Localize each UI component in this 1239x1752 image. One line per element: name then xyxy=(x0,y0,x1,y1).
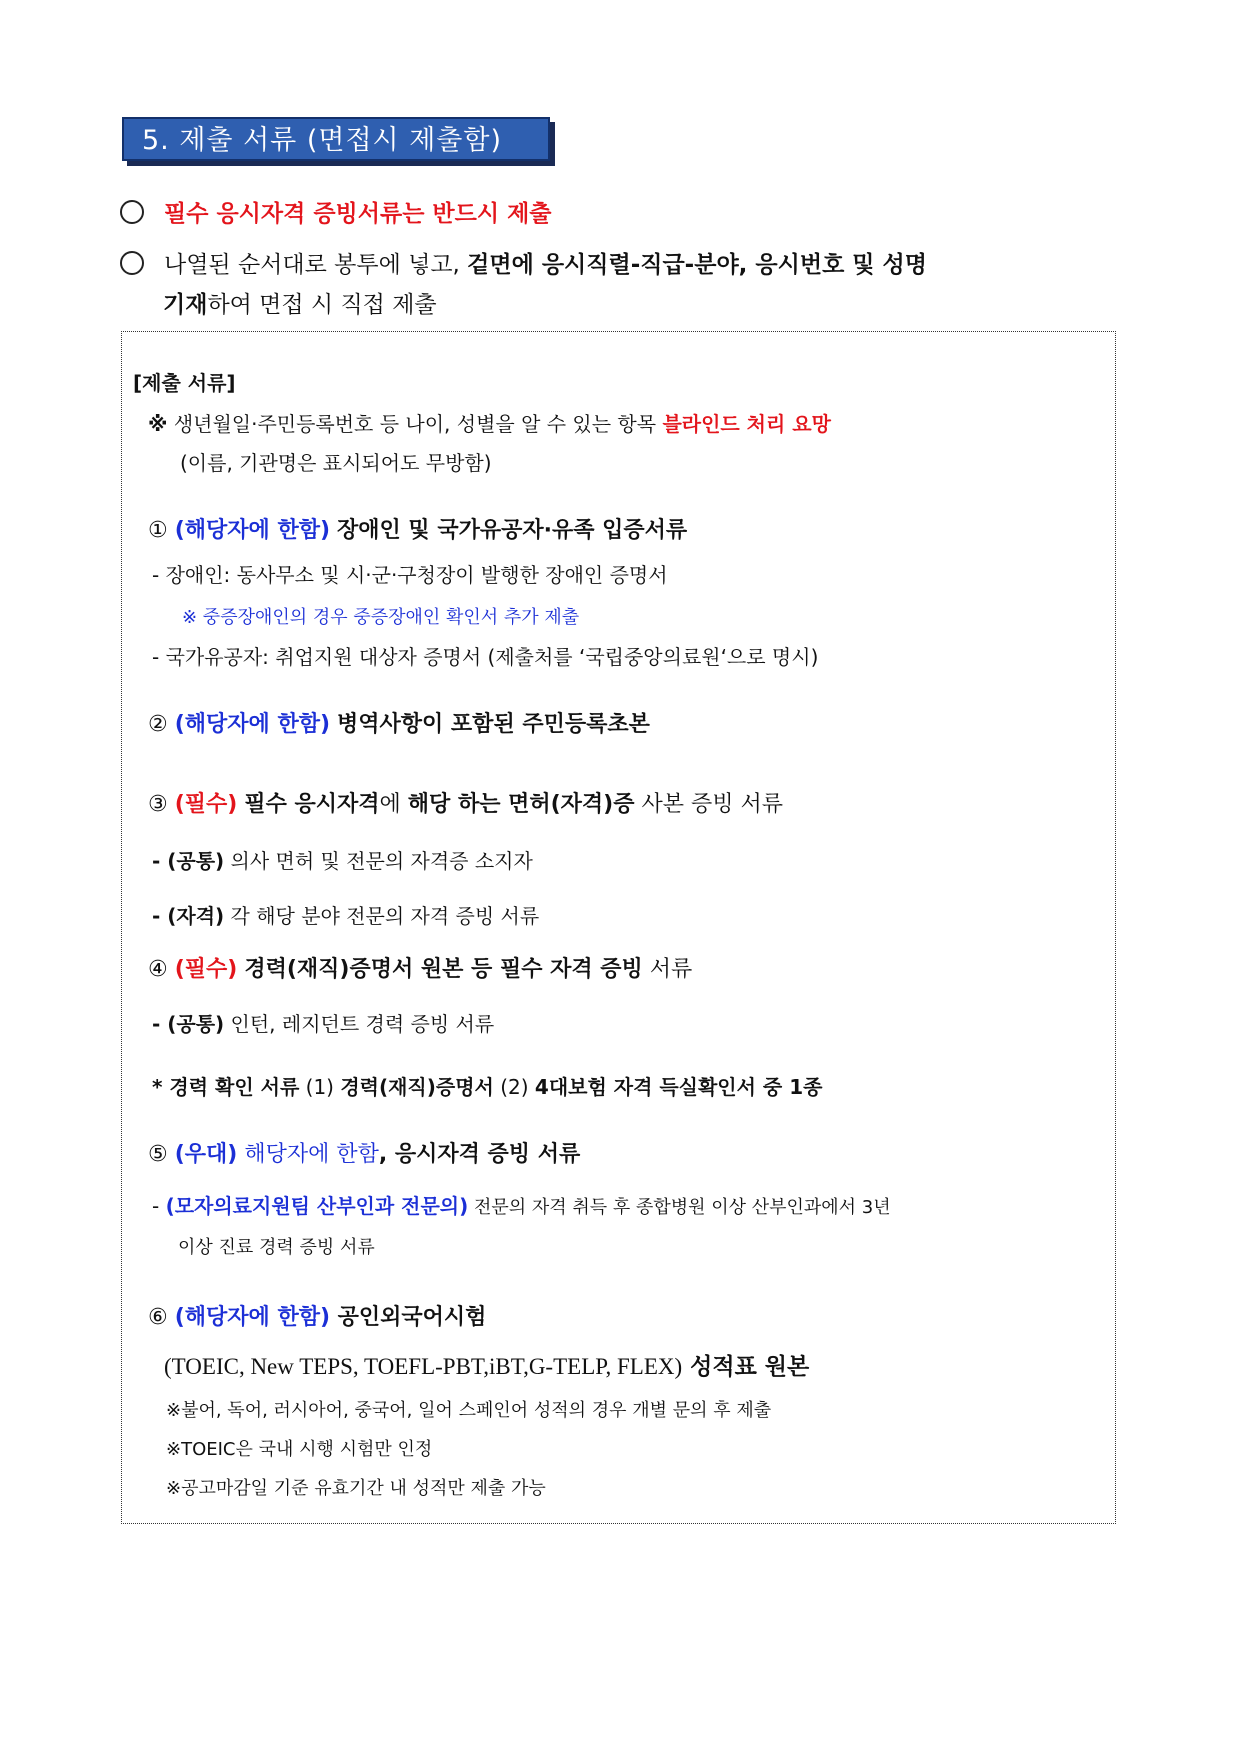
item-4-tag: (필수) xyxy=(174,957,238,982)
item-3-tag: (필수) xyxy=(174,792,238,817)
blind-note-text: 생년월일·주민등록번호 등 나이, 성별을 알 수 있는 항목 xyxy=(173,412,663,436)
item-6-title xyxy=(148,1300,486,1331)
item-6-tests xyxy=(164,1348,809,1381)
item-6-heading: 공인외국어시험 xyxy=(330,1305,487,1330)
career-proof-opt2: 4대보험 자격 득실확인서 중 1종 xyxy=(534,1075,823,1099)
item-5-obgyn-line2: 이상 진료 경력 증빙 서류 xyxy=(178,1237,375,1258)
item-1-disabled: - 장애인: 동사무소 및 시·군·구청장이 발행한 장애인 증명서 xyxy=(152,563,668,587)
item-6-test-list: (TOEIC, New TEPS, TOEFL-PBT,iBT,G-TELP, FLEX) xyxy=(164,1354,683,1379)
career-proof-n1: (1) xyxy=(299,1075,341,1099)
item-3-common xyxy=(152,845,533,874)
item-4-heading-bold: 경력(재직)증명서 원본 등 필수 자격 증빙 xyxy=(244,957,643,982)
blind-note-sub: (이름, 기관명은 표시되어도 무방함) xyxy=(180,451,492,475)
item-3-heading-bold-1: 필수 응시자격 xyxy=(244,792,380,817)
item-4-title xyxy=(148,952,692,983)
item-6-number: ⑥ xyxy=(148,1305,168,1330)
required-notice: 필수 응시자격 증빙서류는 반드시 제출 xyxy=(164,201,552,227)
item-5-dash: - xyxy=(152,1194,166,1218)
circle-bullet-icon xyxy=(120,200,144,224)
item-6-note-1: ※불어, 독어, 러시아어, 중국어, 일어 스페인어 성적의 경우 개별 문의 후 제출 xyxy=(166,1400,772,1421)
item-1-veteran: - 국가유공자: 취업지원 대상자 증명서 (제출처를 ‘국립중앙의료원‘으로 명시) xyxy=(152,645,819,669)
circle-bullet-icon xyxy=(120,251,144,275)
item-5-tag-2: 해당자에 한함 xyxy=(237,1142,379,1167)
box-heading: [제출 서류] xyxy=(133,371,236,395)
note-mark: ※ xyxy=(148,412,168,436)
item-3-number: ③ xyxy=(148,792,168,817)
bullet-envelope-line2 xyxy=(163,287,437,323)
career-proof-n2: (2) xyxy=(493,1075,535,1099)
envelope-text-bold: 겉면에 응시직렬-직급-분야, 응시번호 및 성명 xyxy=(467,252,927,278)
documents-box xyxy=(121,331,1116,1524)
item-5-number: ⑤ xyxy=(148,1142,168,1167)
item-4-common-label: - (공통) xyxy=(152,1012,225,1036)
item-5-heading: , 응시자격 증빙 서류 xyxy=(378,1142,581,1167)
item-3-heading-1: 에 xyxy=(379,792,408,817)
item-4-career-proof xyxy=(152,1071,822,1100)
item-6-tag: (해당자에 한함) xyxy=(174,1305,331,1330)
item-2-tag: (해당자에 한함) xyxy=(174,712,331,737)
item-6-score-report: 성적표 원본 xyxy=(682,1354,810,1380)
item-1-number: ① xyxy=(148,518,168,543)
item-2-heading: 병역사항이 포함된 주민등록초본 xyxy=(337,712,650,737)
envelope-text: 나열된 순서대로 봉투에 넣고, xyxy=(164,252,468,278)
item-3-qualification-label: - (자격) xyxy=(152,904,225,928)
blind-note-highlight: 블라인드 처리 요망 xyxy=(662,412,831,436)
item-1-tag: (해당자에 한함) xyxy=(174,518,331,543)
bullet-required xyxy=(120,196,552,232)
item-2-number: ② xyxy=(148,712,168,737)
item-6-note-2: ※TOEIC은 국내 시행 시험만 인정 xyxy=(166,1439,433,1460)
item-3-qualification xyxy=(152,900,539,929)
item-5-obgyn-text: 전문의 자격 취득 후 종합병원 이상 산부인과에서 3년 xyxy=(468,1197,891,1218)
item-4-common-text: 인턴, 레지던트 경력 증빙 서류 xyxy=(224,1012,495,1036)
item-3-title xyxy=(148,787,783,818)
item-5-tag: (우대) xyxy=(174,1142,238,1167)
item-3-common-text: 의사 면허 및 전문의 자격증 소지자 xyxy=(224,849,533,873)
item-3-heading-bold-2: 해당 하는 면허(자격)증 xyxy=(407,792,635,817)
item-4-heading: 서류 xyxy=(642,957,693,982)
item-5-obgyn xyxy=(152,1190,891,1219)
envelope-line2-bold: 기재 xyxy=(163,292,208,318)
item-1-heading: 장애인 및 국가유공자·유족 입증서류 xyxy=(337,518,688,543)
item-3-qualification-text: 각 해당 분야 전문의 자격 증빙 서류 xyxy=(224,904,540,928)
item-4-common xyxy=(152,1008,494,1037)
career-proof-opt1: 경력(재직)증명서 xyxy=(340,1075,494,1099)
item-1-disabled-note: ※ 중증장애인의 경우 중증장애인 확인서 추가 제출 xyxy=(182,607,580,628)
envelope-line2-text: 하여 면접 시 직접 제출 xyxy=(207,292,437,318)
section-title: 5. 제출 서류 (면접시 제출함) xyxy=(122,117,550,161)
item-2-title xyxy=(148,707,650,738)
item-5-obgyn-label: (모자의료지원팀 산부인과 전문의) xyxy=(165,1194,469,1218)
item-3-common-label: - (공통) xyxy=(152,849,225,873)
item-3-heading-2: 사본 증빙 서류 xyxy=(634,792,783,817)
item-1-title xyxy=(148,513,687,544)
item-6-note-3: ※공고마감일 기준 유효기간 내 성적만 제출 가능 xyxy=(166,1478,546,1499)
blind-note xyxy=(148,408,831,437)
bullet-envelope xyxy=(120,247,927,283)
career-proof-label: * 경력 확인 서류 xyxy=(152,1075,300,1099)
item-5-title xyxy=(148,1137,580,1168)
item-4-number: ④ xyxy=(148,957,168,982)
